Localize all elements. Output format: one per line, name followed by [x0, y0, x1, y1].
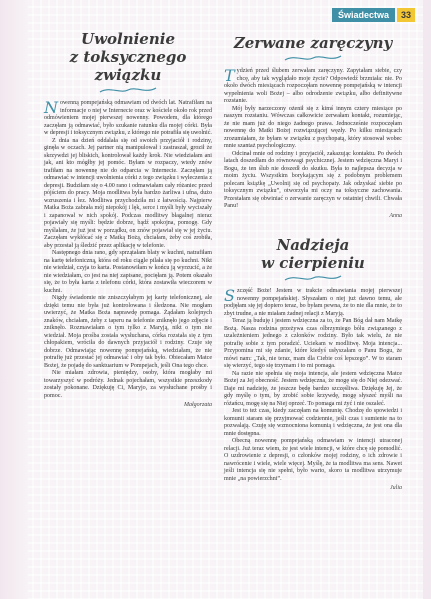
paragraph: Teraz ją buduję i jestem wdzięczna za to, że Pan Bóg dał nam Matkę Bożą. Nasza rodzina przeżywa czas olbrzymiego bólu związanego z uzależnieniem jednego z członków rodziny. Było tak wielu, że nie potrafię sobie z tym poradzić. Uciekam w modlitwę. Moja intencja... Przypomina mi się zdanie, które kiedyś usłyszałam o Panu Bogu, że mówi nam: „Tak, nie teraz, mam dla Ciebie coś lepszego”. W to staram się wierzyć, tego się trzymam i to mi pomaga.	[224, 318, 402, 369]
paragraph: ydzień przed ślubem zerwałam zaręczyny. Zapytałam siebie, czy chcę, aby tak wyglądało moje życie? Odpowiedź brzmiała: nie. Po około dwóch miesiącach rozpoczęłam nowennę pompejańską w intencji wypełnienia woli Bożej – albo odrodzenie związku, albo definitywne rozstanie.	[224, 68, 402, 104]
article-title	[224, 236, 402, 272]
swirl-ornament-icon	[283, 274, 343, 282]
paragraph: Odcinał mnie od rodziny i przyjaciół, zakazując kontaktu. Po dwóch latach doszedłam do równowagi psychicznej. Jestem wdzięczna Maryi i Bogu, że ten ślub nie doszedł do skutku. Była to najlepsza decyzja w moim życiu. Wszystkim borykającym się z podobnym problemem polecam książkę „Uwolnij się od psychopaty. Jak odzyskać siebie po toksycznym związku”, otworzyła mi oczy na toksyczne zachowania. Przestałam się obwiniać o zerwanie zaręczyn w ostatniej chwili. Chwała Panu!	[224, 150, 402, 209]
title-line: Zerwane zaręczyny	[233, 34, 393, 52]
title-line: związku	[94, 66, 162, 84]
paragraph: zczęść Boże! Jestem w trakcie odmawiania mojej pierwszej nowenny pompejańskiej. Słyszałam o niej już dawno temu, ale podjęłam się jej dopiero teraz, bo byłam pewna, że to nie dla mnie, że to zbyt trudne, a nie miałam żadnej relacji z Maryją.	[224, 288, 402, 317]
page-number: 33	[397, 8, 415, 22]
author-signature: Julia	[390, 485, 402, 491]
author-signature: Anna	[389, 212, 402, 219]
paragraph: Obecną nowennę pompejańską odmawiam w intencji utraconej relacji. Już teraz wiem, że jest wiele intencji, w które chcę się pomodlić. O uzdrowienie z depresji, o członków mojej rodziny, o ich zdrowie i nawrócenie i wiele, wiele więcej. Myślę, że ta modlitwa ma sens. Nawet jeśli intencja się nie spełni, było warto, skoro ta modlitwa utrzymuje mnie „na powierzchni”.	[224, 438, 402, 482]
right-top-article	[224, 34, 402, 219]
drop-cap: N	[44, 98, 58, 117]
left-decorative-strip	[0, 0, 28, 599]
author-signature: Małgorzata	[183, 402, 212, 408]
title-line: Nadzieja	[276, 236, 350, 254]
paragraph: Z dnia na dzień oddalała się od swoich przyjaciół i rodziny, ginęła w oczach. Jej partner nią manipulował i zastraszał, groził że skrzywdzi jej bliskich, kontrolował każdy krok. Nie wiedziałam ani jak, ani kto mógłby jej pomóc. Byłam w rozpaczy, wtedy znów trafiłam na nowennę nie do odparcia w Internecie. Zaczęłam ją odmawiać w intencji uwolnienia córki z tego związku i wyleczenia z depresji. Budziłam się o 4.00 rano i odmawiałam cały różaniec przed pójściem do pracy. Moja modlitwa była bardzo żarliwa i ufna, dużo wzruszenia i łez. Modlitwa przychodziła mi z łatwością. Najpierw Matka Boża zabrała mój niepokój i lęk, serce i myśli były wyciszały i zapanował w nich spokój. Podczas modlitwy błagalnej nieraz pojawiały się myśli: będzie dobrze, bądź spokojna, pomogę. Gdy myślałam, że już jest w porządku, on znów pojawiał się w jej życiu. Zaczęłam wykłócać się z Matką Bożą, chciałam, żeby coś zrobiła, aby przestał ją śledzić przez aplikację w telefonie.	[44, 137, 212, 249]
paragraph: Mój były narzeczony ożenił się z kimś innym cztery miesiące po naszym rozstaniu. Wówczas całkowicie zerwałam kontakt, rozumiejąc, że nie mam już do niego żadnego prawa. Jednocześnie rozpoczęłam nowennę do Matki Bożej rozwiązującej węzły. Po kilku miesiącach zrozumiałam, że byłam w związku z psychopatą, który stosował wobec mnie szantaż psychologiczny.	[224, 105, 402, 149]
title-line: z toksycznego	[69, 48, 187, 66]
paragraph: Na razie nie spełnia się moja intencja, ale jestem wdzięczna Matce Bożej za Jej obecność. Jestem wdzięczna, że mogę się do Niej odezwać. Daje mi nadzieję, że jeszcze będę bardzo szczęśliwa. Dziękuję Jej, że gdy myślę o tym, by zrobić sobie krzywdę, mogę słyszeć myśli na różańcu, mogę się na Niej oprzeć. To pomaga mi żyć i nie oszaleć.	[224, 370, 402, 407]
page-header	[332, 8, 415, 22]
title-line: w cierpieniu	[261, 254, 365, 272]
swirl-ornament-icon	[283, 54, 343, 62]
drop-cap: T	[224, 66, 235, 85]
drop-cap: S	[224, 286, 235, 305]
article-body	[224, 288, 402, 483]
paragraph: owenną pompejańską odmawiam od dwóch lat. Natrafiłam na informacje o niej w Internecie oraz w kościele około rok przed odmówieniem mojej pierwszej nowenny. Powodem, dla którego zaczęłam ją odmawiać, było szukanie ratunku dla mojej córki. Była w depresji i toksycznym związku, z którego nie potrafiła się uwolnić.	[44, 100, 212, 136]
article-body	[224, 68, 402, 211]
article-body	[44, 100, 212, 400]
article-title	[224, 34, 402, 52]
title-line: Uwolnienie	[81, 30, 175, 48]
article-title	[44, 30, 212, 84]
paragraph: Następnego dnia rano, gdy sprzątałam blaty w kuchni, natrafiłam na kartę telefoniczną, która od roku ciągle pilała się po kuchni. Nikt nie wiedział, czyja to karta. Postanowiłam w końcu ją wyrzucić, a że nie wiedziałam, co jest na niej zapisane, pocięłam ją. Potem okazało się, że to była karta z telefonu córki, która zostawiła wieczorem w kuchni.	[44, 250, 212, 294]
section-label: Świadectwa	[332, 8, 395, 22]
paragraph: Nigdy świadomie nie zniszczyłabym jej karty telefonicznej, ale dzięki temu nie była już kontrolowana i śledzona. Nie mogłam uwierzyć, że Matka Boża naprawdę pomaga. Żądałam kolejnych znaków, chciałam, żeby z taperu na telefonie zniknęło jego zdjęcie i zniknęło. Rozmawiałam o tym tylko z Maryją, nikt o tym nie wiedział. Moja prośba została wysłuchana, córka rozstała się z tym chłopakiem, wróciła do dawnych przyjaciół i rodziny. Czuje się dobrze. Odmawiając nowennę pompejańską, wiedziałam, że nie potrafię już przestać jej odmawiać i oby tak było. Obiecałam Matce Bożej, że pojadę do sanktuarium w Pompejach, jeśli Ona tego chce.	[44, 295, 212, 369]
left-article	[44, 30, 212, 408]
paragraph: Jest to też czas, kiedy zaczęłam na komunię. Chodzę do spowiedzi i komunii staram się przyjmować codziennie, jeśli czas i sumienie na to pozwalają. Czuję się wzmocniona komunią i wdzięczna, że jest ona dla mnie dostępna.	[224, 408, 402, 437]
paragraph: Nie miałam zdrowia, pieniędzy, osoby, która mogłaby mi towarzyszyć w podróży. Jednak pojechałam, wszystkie przeszkody zostały pokonane. Dziękuję Ci, Maryjo, za wysłuchane prośby i pomoc.	[44, 370, 212, 399]
swirl-ornament-icon	[98, 86, 158, 94]
right-bottom-article	[224, 236, 402, 491]
right-decorative-strip	[423, 0, 431, 599]
